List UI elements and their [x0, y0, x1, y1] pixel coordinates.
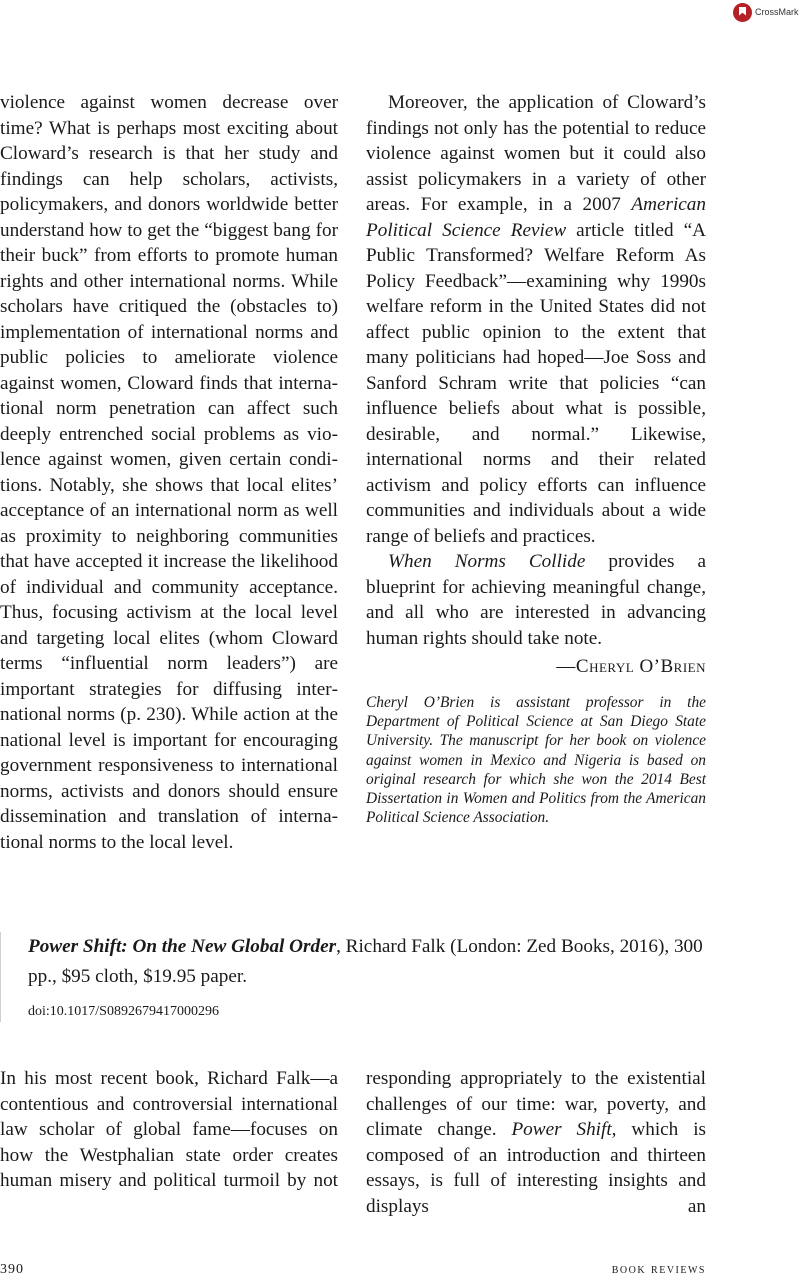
page-number: 390 [0, 1262, 24, 1277]
left-column-text: violence against women decrease over time? What is perhaps most exciting about Cloward’s research is that her study and findings can help scholars, activists, policymakers, and donors worldwide better understand how to get the “biggest bang for their buck” from efforts to promote human rights and other international norms. While scholars have critiqued the (obstacles to) implementation of international norms and public policies to ameliorate violence against women, Cloward finds that international norm penetration can affect such deeply entrenched social problems as violence against women, given certain conditions. Notably, she shows that local elites’ acceptance of an international norm as well as proximity to neighboring communities that have accepted it increase the likelihood of individual and community acceptance. Thus, focusing activism at the local level and targeting local elites (whom Cloward terms “influential norm leaders”) are important strategies for diffusing international norms (p. 230). While action at the national level is important for encouraging government responsiveness to international norms, activists and donors should ensure dissemination and translation of international norms to the local level. [0, 92, 338, 853]
reviewer-signature: —Cheryl O’Brien [556, 656, 706, 677]
right-paragraph-2 [366, 549, 706, 651]
book-title: Power Shift: On the New Global Order [28, 936, 337, 957]
running-head: book reviews [611, 1262, 706, 1277]
review-right-text-b: , which is composed of an introduction and thirteen essays, is full of interesting insights and displays an [366, 1119, 706, 1217]
review-right-column [366, 1066, 706, 1219]
reviewed-book-title: When Norms Collide [388, 551, 586, 572]
crossmark-badge[interactable] [733, 0, 800, 24]
crossmark-icon [733, 3, 752, 22]
review-left-column [0, 1066, 338, 1194]
review-right-text-a: responding appropriately to the existential challenges of our time: war, poverty, and climate change. [366, 1068, 706, 1140]
journal-title: American Political Science Review [366, 194, 706, 241]
review-book-title-inline: Power Shift [511, 1119, 612, 1140]
crossmark-label: CrossMark [755, 7, 799, 17]
right-column [366, 90, 706, 651]
review-citation-block [0, 932, 720, 1022]
citation [28, 932, 720, 992]
para1-text-b: article titled “A Public Transformed? Welfare Reform As Policy Feedback”—examining why 1990s welfare reform in the United States did not affect public opinion to the extent that many politicians had hoped—Joe Soss and Sanford Schram write that policies “can influence beliefs about what is possible, desirable, and normal.” Likewise, international norms and their related activism and policy efforts can influence communities and individuals about a wide range of beliefs and practices. [366, 219, 706, 547]
review-left-text: In his most recent book, Richard Falk—a contentious and controversial international law scholar of global fame—focuses on how the Westphalian state order creates human misery and political turmoil by not [0, 1068, 338, 1191]
review-right-text [366, 1066, 706, 1219]
para2-text: provides a blueprint for achieving meaningful change, and all who are interested in advancing human rights should take note. [366, 551, 706, 649]
right-paragraph-1 [366, 90, 706, 549]
citation-details: , Richard Falk (London: Zed Books, 2016), 300 pp., $95 cloth, $19.95 paper. [28, 936, 703, 987]
doi-link[interactable]: doi:10.1017/S0892679417000296 [28, 1004, 219, 1019]
reviewer-bio: Cheryl O’Brien is assistant professor in the Department of Political Science at San Diego State University. The manuscript for her book on violence against women in Mexico and Nigeria is based on original research for which she won the 2014 Best Dissertation in Women and Politics from the American Political Science Association. [366, 694, 706, 827]
left-column [0, 90, 338, 855]
para1-text-a: Moreover, the application of Cloward’s findings not only has the potential to reduce violence against women but it could also assist policymakers in a variety of other areas. For example, in a 2007 [366, 92, 706, 215]
